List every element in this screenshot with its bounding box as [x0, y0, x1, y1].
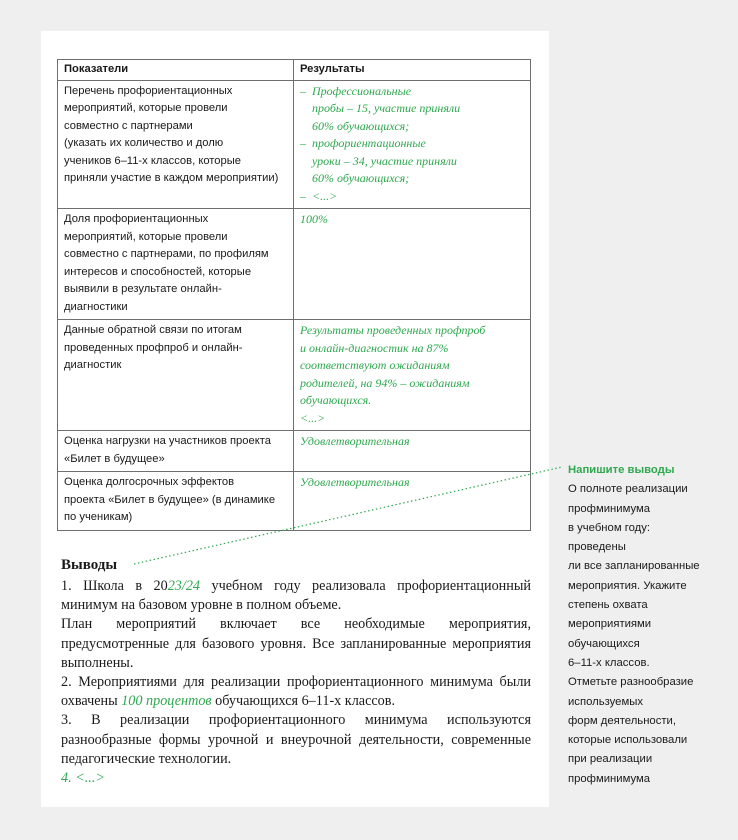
indicator-cell: Перечень профориентационных мероприятий, которые провели совместно с партнерами (указать их количество и долю учеников 6–11-х классов, которые приняли участие в каждом мероприятии): [58, 80, 294, 209]
list-item: – профориентационные уроки – 34, участие приняли 60% обучающихся;: [300, 136, 457, 185]
conclusion-paragraph-2: План мероприятий включает все необходимые мероприятия, предусмотренные для базового уровня. Все запланированные мероприятия выполнены.: [61, 616, 531, 671]
list-item: – Профессиональные пробы – 15, участие приняли 60% обучающихся;: [300, 83, 461, 133]
list-item: – <...>: [300, 188, 338, 203]
hint-title: Напишите выводы: [568, 464, 675, 476]
conclusion-paragraph-3: 2. Мероприятиями для реализации профориентационного минимума были охвачены 100 процентов обучающихся 6–11-х классов.: [61, 674, 531, 710]
result-cell: Результаты проведенных профпроб и онлайн-диагностик на 87% соответствуют ожиданиям родителей, на 94% – ожиданиям обучающихся. <...>: [294, 320, 531, 431]
header-results: Результаты: [294, 60, 531, 81]
conclusion-paragraph-4: 3. В реализации профориентационного минимума используются разнообразные формы урочной и внеурочной деятельности, современные педагогические технологии.: [61, 712, 531, 767]
result-cell: 100%: [294, 209, 531, 320]
indicator-cell: Доля профориентационных мероприятий, которые провели совместно с партнерами, по профилям интересов и способностей, которые выявили в результате онлайн- диагностики: [58, 209, 294, 320]
indicator-cell: Оценка нагрузки на участников проекта «Билет в будущее»: [58, 431, 294, 472]
hint-sidebar: Напишите выводы О полноте реализации профминимума в учебном году: проведены ли все запланированные мероприятия. Укажите степень охвата мероприятиями обучающихся 6–11-х классов. Отметьте разнообразие используемых форм деятельности, которые использовали при реализации профминимума: [568, 461, 728, 789]
indicator-cell: Данные обратной связи по итогам проведенных профпроб и онлайн- диагностик: [58, 320, 294, 431]
conclusion-paragraph-5: 4. <...>: [61, 770, 105, 787]
conclusions-heading: Выводы: [61, 557, 118, 573]
header-indicators: Показатели: [58, 60, 294, 81]
school-year-value: 23/24: [167, 578, 201, 594]
result-cell: Удовлетворительная: [294, 472, 531, 531]
indicator-cell: Оценка долгосрочных эффектов проекта «Билет в будущее» (в динамике по ученикам): [58, 472, 294, 531]
coverage-value: 100 процентов: [121, 693, 212, 710]
conclusion-paragraph-1: 1. Школа в 2023/24 учебном году реализовала профориентационный минимум на базовом уровне в полном объеме.: [61, 578, 531, 614]
result-cell: Удовлетворительная: [294, 431, 531, 472]
